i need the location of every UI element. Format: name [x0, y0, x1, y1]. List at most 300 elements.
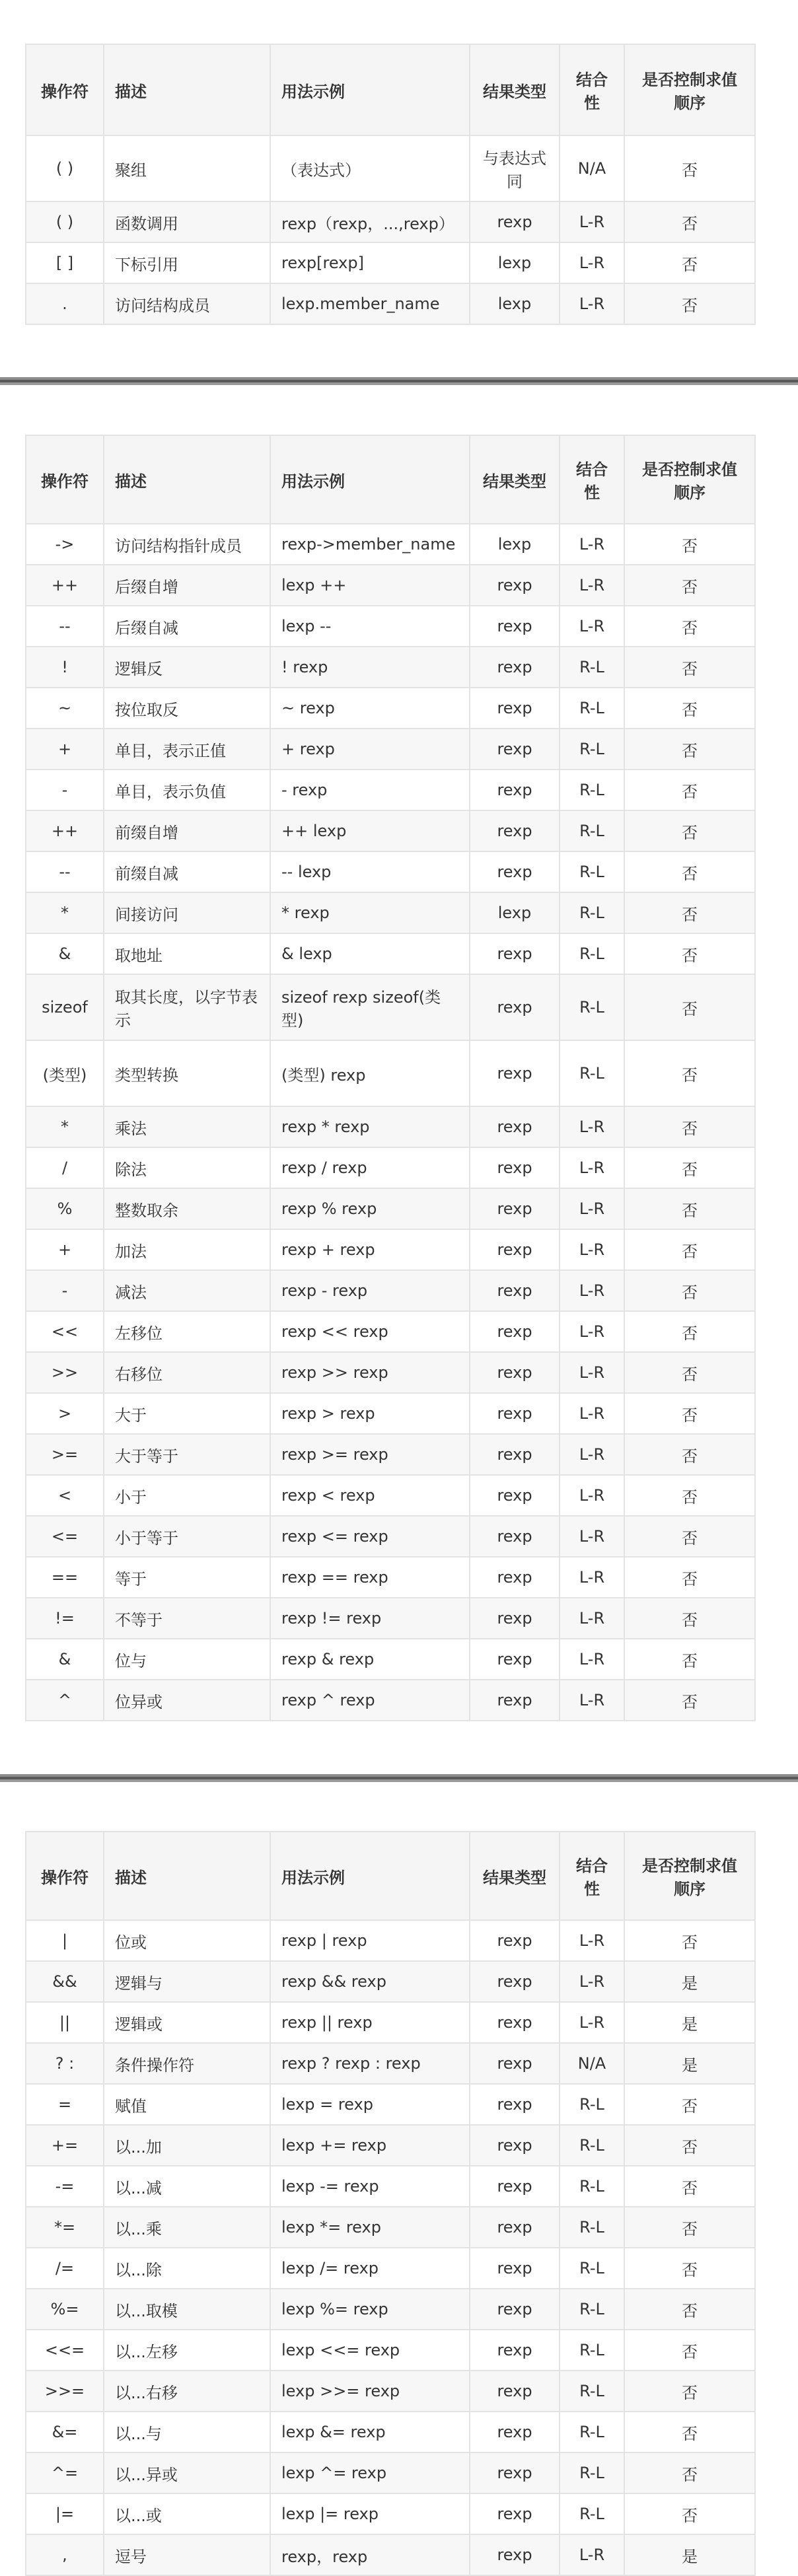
cell-associativity: L-R	[560, 1516, 624, 1557]
cell-operator: >=	[26, 1434, 104, 1475]
header-operator: 操作符	[26, 1832, 104, 1920]
cell-result-type: rexp	[470, 688, 560, 729]
cell-controls-order: 否	[624, 647, 755, 688]
cell-associativity: R-L	[560, 2248, 624, 2289]
cell-associativity: N/A	[560, 2043, 624, 2084]
cell-result-type: rexp	[470, 810, 560, 851]
cell-associativity: R-L	[560, 647, 624, 688]
cell-operator: ( )	[26, 201, 104, 242]
cell-associativity: L-R	[560, 1311, 624, 1352]
cell-operator: +=	[26, 2125, 104, 2166]
cell-description: 以...减	[104, 2166, 270, 2207]
cell-description: 位或	[104, 1920, 270, 1961]
table-row	[26, 2371, 755, 2412]
cell-controls-order: 否	[624, 2289, 755, 2330]
cell-operator: ->	[26, 524, 104, 565]
cell-result-type: rexp	[470, 1434, 560, 1475]
cell-description: 除法	[104, 1147, 270, 1188]
cell-result-type: rexp	[470, 1557, 560, 1598]
table-row	[26, 2289, 755, 2330]
cell-description: 逗号	[104, 2534, 270, 2575]
cell-operator: >>=	[26, 2371, 104, 2412]
cell-associativity: L-R	[560, 1557, 624, 1598]
cell-controls-order: 否	[624, 2452, 755, 2493]
cell-operator: [ ]	[26, 242, 104, 283]
table-header-row	[26, 1832, 755, 1920]
cell-example: rexp | rexp	[270, 1920, 470, 1961]
cell-controls-order: 否	[624, 2412, 755, 2452]
cell-description: 以...取模	[104, 2289, 270, 2330]
cell-result-type: rexp	[470, 1229, 560, 1270]
table-row	[26, 1516, 755, 1557]
cell-operator: <=	[26, 1516, 104, 1557]
cell-description: 位异或	[104, 1680, 270, 1721]
cell-result-type: rexp	[470, 1352, 560, 1393]
section-separator-2	[0, 1774, 798, 1782]
cell-associativity: R-L	[560, 974, 624, 1040]
cell-description: 以...除	[104, 2248, 270, 2289]
cell-operator: *	[26, 1106, 104, 1147]
cell-operator: /=	[26, 2248, 104, 2289]
table-row	[26, 1680, 755, 1721]
cell-associativity: R-L	[560, 892, 624, 933]
cell-description: 以...加	[104, 2125, 270, 2166]
cell-operator: ==	[26, 1557, 104, 1598]
cell-result-type: rexp	[470, 2248, 560, 2289]
cell-associativity: R-L	[560, 769, 624, 810]
cell-result-type: rexp	[470, 769, 560, 810]
cell-result-type: rexp	[470, 1188, 560, 1229]
cell-associativity: L-R	[560, 1352, 624, 1393]
cell-example: rexp->member_name	[270, 524, 470, 565]
cell-example: lexp *= rexp	[270, 2207, 470, 2248]
cell-operator: ^=	[26, 2452, 104, 2493]
header-operator: 操作符	[26, 435, 104, 524]
cell-example: (类型) rexp	[270, 1040, 470, 1106]
cell-operator: -	[26, 769, 104, 810]
cell-description: 单目，表示正值	[104, 729, 270, 769]
cell-operator: !	[26, 647, 104, 688]
table-row	[26, 1188, 755, 1229]
cell-controls-order: 否	[624, 810, 755, 851]
cell-example: rexp > rexp	[270, 1393, 470, 1434]
cell-description: 间接访问	[104, 892, 270, 933]
cell-result-type: rexp	[470, 1639, 560, 1680]
cell-controls-order: 否	[624, 1598, 755, 1639]
cell-result-type: rexp	[470, 606, 560, 647]
cell-description: 小于等于	[104, 1516, 270, 1557]
cell-description: 以...乘	[104, 2207, 270, 2248]
cell-associativity: R-L	[560, 2452, 624, 2493]
cell-controls-order: 否	[624, 2166, 755, 2207]
cell-description: 赋值	[104, 2084, 270, 2125]
cell-result-type: lexp	[470, 892, 560, 933]
cell-associativity: L-R	[560, 1434, 624, 1475]
cell-controls-order: 否	[624, 2084, 755, 2125]
operator-table-3	[25, 1831, 756, 2576]
table-row	[26, 1961, 755, 2002]
cell-example: lexp ^= rexp	[270, 2452, 470, 2493]
cell-associativity: R-L	[560, 810, 624, 851]
cell-associativity: L-R	[560, 2534, 624, 2575]
cell-operator: <<	[26, 1311, 104, 1352]
cell-description: 函数调用	[104, 201, 270, 242]
cell-result-type: rexp	[470, 1270, 560, 1311]
header-controls-order: 是否控制求值顺序	[624, 435, 755, 524]
header-description: 描述	[104, 435, 270, 524]
cell-example: lexp /= rexp	[270, 2248, 470, 2289]
cell-example: rexp ? rexp : rexp	[270, 2043, 470, 2084]
cell-controls-order: 否	[624, 242, 755, 283]
cell-associativity: R-L	[560, 1040, 624, 1106]
cell-associativity: L-R	[560, 2002, 624, 2043]
table-body-3	[26, 1920, 755, 2575]
cell-description: 以...左移	[104, 2330, 270, 2371]
cell-example: rexp ^ rexp	[270, 1680, 470, 1721]
cell-controls-order: 否	[624, 1040, 755, 1106]
cell-result-type: rexp	[470, 1040, 560, 1106]
cell-example: rexp / rexp	[270, 1147, 470, 1188]
header-associativity: 结合性	[560, 44, 624, 135]
cell-operator: ++	[26, 810, 104, 851]
table-row	[26, 1598, 755, 1639]
cell-controls-order: 否	[624, 2248, 755, 2289]
table-row	[26, 1229, 755, 1270]
cell-associativity: N/A	[560, 135, 624, 201]
header-result-type: 结果类型	[470, 1832, 560, 1920]
cell-operator: .	[26, 283, 104, 324]
cell-description: 以...与	[104, 2412, 270, 2452]
operator-table-1	[25, 44, 756, 325]
cell-result-type: rexp	[470, 2412, 560, 2452]
cell-controls-order: 是	[624, 2002, 755, 2043]
cell-associativity: L-R	[560, 1393, 624, 1434]
cell-associativity: R-L	[560, 2412, 624, 2452]
cell-associativity: L-R	[560, 1270, 624, 1311]
cell-operator: sizeof	[26, 974, 104, 1040]
cell-example: rexp，rexp	[270, 2534, 470, 2575]
cell-controls-order: 否	[624, 974, 755, 1040]
cell-result-type: rexp	[470, 933, 560, 974]
table-row	[26, 2084, 755, 2125]
cell-example: rexp * rexp	[270, 1106, 470, 1147]
cell-controls-order: 否	[624, 1475, 755, 1516]
table-row	[26, 1920, 755, 1961]
table-row	[26, 201, 755, 242]
cell-controls-order: 否	[624, 851, 755, 892]
cell-example: rexp <= rexp	[270, 1516, 470, 1557]
cell-result-type: rexp	[470, 1920, 560, 1961]
cell-example: rexp << rexp	[270, 1311, 470, 1352]
cell-description: 逻辑或	[104, 2002, 270, 2043]
cell-example: ! rexp	[270, 647, 470, 688]
cell-operator: ,	[26, 2534, 104, 2575]
cell-description: 聚组	[104, 135, 270, 201]
cell-example: lexp >>= rexp	[270, 2371, 470, 2412]
cell-operator: =	[26, 2084, 104, 2125]
cell-controls-order: 是	[624, 1961, 755, 2002]
cell-result-type: rexp	[470, 1311, 560, 1352]
table-row	[26, 974, 755, 1040]
cell-description: 单目，表示负值	[104, 769, 270, 810]
cell-description: 以...右移	[104, 2371, 270, 2412]
cell-associativity: L-R	[560, 242, 624, 283]
cell-example: rexp & rexp	[270, 1639, 470, 1680]
cell-description: 不等于	[104, 1598, 270, 1639]
cell-result-type: rexp	[470, 1393, 560, 1434]
table-row	[26, 283, 755, 324]
cell-result-type: rexp	[470, 1106, 560, 1147]
header-example: 用法示例	[270, 44, 470, 135]
header-result-type: 结果类型	[470, 435, 560, 524]
cell-associativity: R-L	[560, 688, 624, 729]
cell-example: rexp != rexp	[270, 1598, 470, 1639]
cell-controls-order: 否	[624, 1270, 755, 1311]
cell-result-type: rexp	[470, 565, 560, 606]
cell-result-type: rexp	[470, 974, 560, 1040]
cell-operator: &=	[26, 2412, 104, 2452]
cell-controls-order: 否	[624, 892, 755, 933]
cell-description: 位与	[104, 1639, 270, 1680]
cell-operator: %=	[26, 2289, 104, 2330]
header-operator: 操作符	[26, 44, 104, 135]
table-row	[26, 851, 755, 892]
cell-example: lexp --	[270, 606, 470, 647]
cell-controls-order: 否	[624, 2330, 755, 2371]
cell-operator: &	[26, 1639, 104, 1680]
cell-result-type: lexp	[470, 524, 560, 565]
cell-operator: ^	[26, 1680, 104, 1721]
table-row	[26, 1639, 755, 1680]
cell-description: 小于	[104, 1475, 270, 1516]
cell-description: 前缀自减	[104, 851, 270, 892]
cell-result-type: rexp	[470, 2125, 560, 2166]
cell-associativity: R-L	[560, 2125, 624, 2166]
table-row	[26, 2412, 755, 2452]
cell-result-type: rexp	[470, 2330, 560, 2371]
cell-example: + rexp	[270, 729, 470, 769]
cell-operator: ( )	[26, 135, 104, 201]
cell-example: lexp.member_name	[270, 283, 470, 324]
cell-result-type: rexp	[470, 1516, 560, 1557]
cell-result-type: rexp	[470, 1475, 560, 1516]
cell-operator: *	[26, 892, 104, 933]
cell-operator: &	[26, 933, 104, 974]
cell-operator: --	[26, 606, 104, 647]
cell-example: rexp || rexp	[270, 2002, 470, 2043]
cell-associativity: L-R	[560, 1147, 624, 1188]
cell-result-type: rexp	[470, 2207, 560, 2248]
cell-example: ~ rexp	[270, 688, 470, 729]
cell-description: 按位取反	[104, 688, 270, 729]
table-row	[26, 1475, 755, 1516]
table-row	[26, 892, 755, 933]
header-description: 描述	[104, 1832, 270, 1920]
table-header-row	[26, 44, 755, 135]
cell-example: lexp %= rexp	[270, 2289, 470, 2330]
cell-controls-order: 是	[624, 2534, 755, 2575]
cell-controls-order: 否	[624, 729, 755, 769]
table-body-1	[26, 135, 755, 324]
header-example: 用法示例	[270, 435, 470, 524]
cell-result-type: rexp	[470, 2493, 560, 2534]
cell-example: lexp += rexp	[270, 2125, 470, 2166]
cell-description: 加法	[104, 1229, 270, 1270]
cell-operator: <	[26, 1475, 104, 1516]
cell-operator: +	[26, 1229, 104, 1270]
cell-operator: &&	[26, 1961, 104, 2002]
cell-controls-order: 否	[624, 1393, 755, 1434]
cell-operator: /	[26, 1147, 104, 1188]
cell-operator: (类型)	[26, 1040, 104, 1106]
cell-controls-order: 是	[624, 2043, 755, 2084]
table-row	[26, 810, 755, 851]
cell-associativity: L-R	[560, 1920, 624, 1961]
cell-result-type: rexp	[470, 201, 560, 242]
cell-operator: --	[26, 851, 104, 892]
cell-description: 逻辑反	[104, 647, 270, 688]
cell-description: 后缀自减	[104, 606, 270, 647]
cell-description: 下标引用	[104, 242, 270, 283]
table-row	[26, 2248, 755, 2289]
cell-example: rexp == rexp	[270, 1557, 470, 1598]
table-row	[26, 2493, 755, 2534]
cell-result-type: rexp	[470, 2166, 560, 2207]
cell-operator: ||	[26, 2002, 104, 2043]
cell-controls-order: 否	[624, 1920, 755, 1961]
cell-result-type: rexp	[470, 2289, 560, 2330]
cell-associativity: R-L	[560, 2084, 624, 2125]
cell-controls-order: 否	[624, 1516, 755, 1557]
cell-example: lexp = rexp	[270, 2084, 470, 2125]
cell-example: ++ lexp	[270, 810, 470, 851]
cell-controls-order: 否	[624, 606, 755, 647]
header-associativity: 结合性	[560, 435, 624, 524]
cell-controls-order: 否	[624, 1434, 755, 1475]
cell-result-type: rexp	[470, 1680, 560, 1721]
cell-description: 类型转换	[104, 1040, 270, 1106]
cell-example: lexp -= rexp	[270, 2166, 470, 2207]
cell-controls-order: 否	[624, 2125, 755, 2166]
cell-associativity: L-R	[560, 1106, 624, 1147]
cell-result-type: rexp	[470, 2084, 560, 2125]
cell-associativity: L-R	[560, 201, 624, 242]
cell-example: lexp ++	[270, 565, 470, 606]
cell-result-type: rexp	[470, 729, 560, 769]
cell-controls-order: 否	[624, 1106, 755, 1147]
cell-operator: -=	[26, 2166, 104, 2207]
cell-operator: +	[26, 729, 104, 769]
cell-associativity: R-L	[560, 729, 624, 769]
cell-controls-order: 否	[624, 2493, 755, 2534]
table-row	[26, 1270, 755, 1311]
cell-controls-order: 否	[624, 769, 755, 810]
cell-associativity: L-R	[560, 1961, 624, 2002]
cell-operator: ? :	[26, 2043, 104, 2084]
cell-operator: >>	[26, 1352, 104, 1393]
cell-description: 条件操作符	[104, 2043, 270, 2084]
cell-controls-order: 否	[624, 933, 755, 974]
cell-example: rexp（rexp，...,rexp）	[270, 201, 470, 242]
cell-example: lexp |= rexp	[270, 2493, 470, 2534]
cell-description: 大于等于	[104, 1434, 270, 1475]
header-example: 用法示例	[270, 1832, 470, 1920]
table-row	[26, 1557, 755, 1598]
cell-example: lexp &= rexp	[270, 2412, 470, 2452]
cell-result-type: rexp	[470, 2534, 560, 2575]
table-row	[26, 135, 755, 201]
cell-associativity: L-R	[560, 524, 624, 565]
table-row	[26, 1434, 755, 1475]
table-row	[26, 1393, 755, 1434]
cell-description: 后缀自增	[104, 565, 270, 606]
cell-controls-order: 否	[624, 1680, 755, 1721]
cell-result-type: rexp	[470, 851, 560, 892]
cell-associativity: R-L	[560, 2289, 624, 2330]
table-row	[26, 729, 755, 769]
cell-operator: |=	[26, 2493, 104, 2534]
table-row	[26, 1311, 755, 1352]
cell-result-type: rexp	[470, 1598, 560, 1639]
cell-associativity: R-L	[560, 851, 624, 892]
table-row	[26, 2534, 755, 2575]
header-result-type: 结果类型	[470, 44, 560, 135]
table-header-row	[26, 435, 755, 524]
cell-example: * rexp	[270, 892, 470, 933]
cell-associativity: L-R	[560, 1188, 624, 1229]
cell-associativity: L-R	[560, 1639, 624, 1680]
cell-controls-order: 否	[624, 1188, 755, 1229]
cell-description: 右移位	[104, 1352, 270, 1393]
cell-description: 乘法	[104, 1106, 270, 1147]
table-row	[26, 933, 755, 974]
table-row	[26, 2043, 755, 2084]
cell-example: rexp - rexp	[270, 1270, 470, 1311]
cell-description: 访问结构指针成员	[104, 524, 270, 565]
cell-description: 等于	[104, 1557, 270, 1598]
cell-result-type: rexp	[470, 1147, 560, 1188]
cell-operator: *=	[26, 2207, 104, 2248]
cell-description: 访问结构成员	[104, 283, 270, 324]
cell-associativity: R-L	[560, 2493, 624, 2534]
cell-controls-order: 否	[624, 524, 755, 565]
cell-associativity: R-L	[560, 2166, 624, 2207]
table-row	[26, 2125, 755, 2166]
cell-controls-order: 否	[624, 1557, 755, 1598]
cell-controls-order: 否	[624, 565, 755, 606]
cell-example: rexp >> rexp	[270, 1352, 470, 1393]
table-row	[26, 688, 755, 729]
table-row	[26, 647, 755, 688]
cell-description: 前缀自增	[104, 810, 270, 851]
cell-associativity: L-R	[560, 1229, 624, 1270]
table-row	[26, 524, 755, 565]
table-row	[26, 606, 755, 647]
cell-operator: %	[26, 1188, 104, 1229]
cell-operator: |	[26, 1920, 104, 1961]
table-row	[26, 1106, 755, 1147]
cell-controls-order: 否	[624, 2371, 755, 2412]
section-separator-1	[0, 377, 798, 385]
cell-operator: >	[26, 1393, 104, 1434]
cell-result-type: lexp	[470, 242, 560, 283]
cell-associativity: L-R	[560, 1680, 624, 1721]
table-row	[26, 2002, 755, 2043]
cell-associativity: L-R	[560, 606, 624, 647]
table-row	[26, 242, 755, 283]
cell-associativity: L-R	[560, 1475, 624, 1516]
cell-description: 大于	[104, 1393, 270, 1434]
